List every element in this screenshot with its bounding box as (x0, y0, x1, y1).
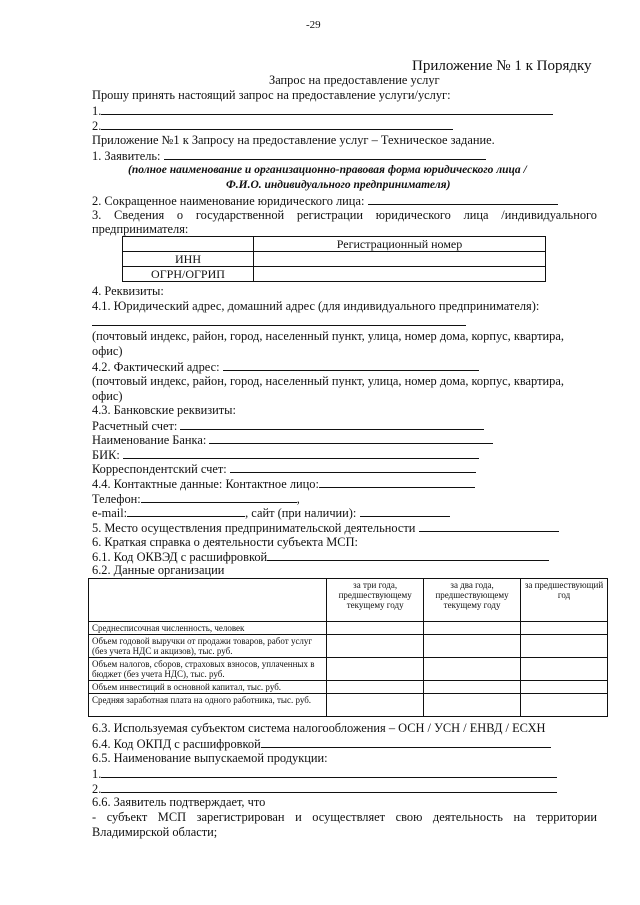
address-hint-4: офис) (92, 389, 123, 403)
ogrn-value-cell[interactable] (254, 267, 546, 282)
bank-name-line: Наименование Банка: (92, 432, 493, 448)
annex-line: Приложение №1 к Запросу на предоставление услуг – Техническое задание. (92, 133, 495, 147)
bik-line: БИК: (92, 447, 479, 463)
legal-address-field[interactable] (92, 314, 466, 330)
intro-text: Прошу принять настоящий запрос на предоставление услуги/услуг: (92, 88, 451, 102)
page-number: -29 (306, 19, 321, 31)
reg-number-header: Регистрационный номер (254, 237, 546, 252)
requisites-heading: 4. Реквизиты: (92, 284, 164, 298)
applicant-hint-1: (полное наименование и организационно-правовая форма юридического лица / (128, 164, 527, 176)
confirmation-line-2: Владимирской области; (92, 825, 218, 839)
product-line-1: 1. (92, 766, 557, 782)
row-taxes: Объем налогов, сборов, страховых взносов, уплаченных в бюджет (без учета НДС), тыс. руб. (89, 658, 327, 681)
service-line-1: 1. (92, 103, 553, 119)
legal-address-label: 4.1. Юридический адрес, домашний адрес (для индивидуального предпринимателя): (92, 299, 540, 313)
request-title: Запрос на предоставление услуг (269, 73, 440, 87)
col-two-years: за два года, предшествующему текущему году (424, 579, 521, 622)
short-name-line: 2. Сокращенное наименование юридического лица: (92, 193, 558, 209)
applicant-hint-2: Ф.И.О. индивидуального предпринимателя) (226, 179, 451, 191)
products-heading: 6.5. Наименование выпускаемой продукции: (92, 751, 328, 765)
address-hint-3: (почтовый индекс, район, город, населенный пункт, улица, номер дома, корпус, квартира, (92, 374, 564, 388)
ogrn-label: ОГРН/ОГРИП (123, 267, 254, 282)
confirmation-heading: 6.6. Заявитель подтверждает, что (92, 795, 266, 809)
row-salary: Средняя заработная плата на одного работника, тыс. руб. (89, 694, 327, 717)
address-hint-1: (почтовый индекс, район, город, населенный пункт, улица, номер дома, корпус, квартира, (92, 329, 564, 343)
registration-line-2: предпринимателя: (92, 222, 189, 236)
okved-line: 6.1. Код ОКВЭД с расшифровкой (92, 549, 549, 565)
actual-address-line: 4.2. Фактический адрес: (92, 359, 479, 375)
service-line-2: 2. (92, 118, 453, 134)
tax-system-line: 6.3. Используемая субъектом система налогообложения – ОСН / УСН / ЕНВД / ЕСХН (92, 721, 546, 735)
col-previous-year: за предшествующий год (521, 579, 608, 622)
contact-line: 4.4. Контактные данные: Контактное лицо: (92, 476, 475, 492)
appendix-title: Приложение № 1 к Порядку (412, 58, 592, 74)
org-data-heading: 6.2. Данные организации (92, 563, 225, 577)
confirmation-line-1: - субъект МСП зарегистрирован и осуществляет свою деятельность на территории (92, 810, 597, 824)
row-investments: Объем инвестиций в основной капитал, тыс. руб. (89, 681, 327, 694)
email-site-line: e-mail: , сайт (при наличии): (92, 505, 450, 521)
business-place-line: 5. Место осуществления предпринимательской деятельности (92, 520, 559, 536)
registration-line-1: 3. Сведения о государственной регистрации юридического лица /индивидуального (92, 208, 597, 222)
corr-account-line: Корреспондентский счет: (92, 461, 476, 477)
row-headcount: Среднесписочная численность, человек (89, 622, 327, 635)
inn-value-cell[interactable] (254, 252, 546, 267)
bank-heading: 4.3. Банковские реквизиты: (92, 403, 236, 417)
account-line: Расчетный счет: (92, 418, 484, 434)
activity-heading: 6. Краткая справка о деятельности субъекта МСП: (92, 535, 358, 549)
inn-label: ИНН (123, 252, 254, 267)
org-data-table (88, 578, 608, 717)
okpd-line: 6.4. Код ОКПД с расшифровкой (92, 736, 551, 752)
row-revenue: Объем годовой выручки от продажи товаров, работ услуг (без учета НДС и акцизов), тыс. руб. (89, 635, 327, 658)
product-line-2: 2. (92, 781, 557, 797)
phone-line: Телефон: , (92, 492, 300, 506)
address-hint-2: офис) (92, 344, 123, 358)
applicant-line: 1. Заявитель: (92, 148, 486, 164)
registration-table (122, 236, 546, 282)
col-three-years: за три года, предшествующему текущему году (327, 579, 424, 622)
